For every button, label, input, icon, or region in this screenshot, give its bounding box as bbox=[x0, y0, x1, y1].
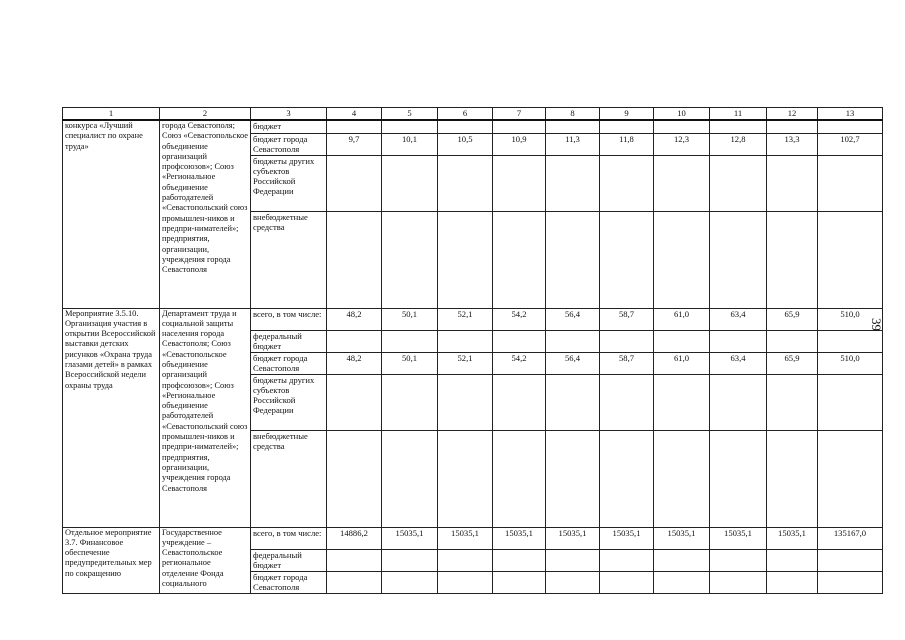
amount-cell bbox=[438, 374, 493, 430]
activity-name-cell: Отдельное мероприятие 3.7. Финансовое обеспечение предупредительных мер по сокращению bbox=[63, 527, 160, 593]
amount-cell: 15035,1 bbox=[654, 527, 710, 549]
amount-cell: 9,7 bbox=[327, 133, 382, 155]
amount-cell bbox=[654, 374, 710, 430]
amount-cell bbox=[710, 155, 767, 211]
amount-cell bbox=[327, 330, 382, 352]
amount-cell bbox=[654, 571, 710, 593]
header-cell: 3 bbox=[251, 108, 327, 121]
amount-cell bbox=[382, 549, 438, 571]
amount-cell: 54,2 bbox=[493, 352, 546, 374]
amount-cell bbox=[546, 330, 600, 352]
amount-cell bbox=[767, 155, 818, 211]
amount-cell bbox=[382, 155, 438, 211]
header-row bbox=[63, 108, 883, 121]
executor-cell: Департамент труда и социальной защиты населения города Севастополя; Союз «Севастопольское объединение организаций профсоюзов»; Союз «Региональное объединение работодателей «Севастопольский союз промышлен-ников и предпри-нимателей»; предприятия, организации, учреждения города Севастополя bbox=[160, 308, 251, 527]
amount-cell: 48,2 bbox=[327, 308, 382, 330]
amount-cell bbox=[327, 571, 382, 593]
header-cell: 12 bbox=[767, 108, 818, 121]
amount-cell bbox=[710, 549, 767, 571]
amount-cell bbox=[546, 571, 600, 593]
activity-name-cell: Мероприятие 3.5.10. Организация участия в открытии Всероссийской выставки детских рисунков «Охрана труда глазами детей» в рамках Всероссийской недели охраны труда bbox=[63, 308, 160, 527]
amount-cell: 11,8 bbox=[600, 133, 654, 155]
amount-cell bbox=[710, 120, 767, 133]
amount-cell: 63,4 bbox=[710, 308, 767, 330]
amount-cell bbox=[438, 571, 493, 593]
header-cell: 9 bbox=[600, 108, 654, 121]
amount-cell bbox=[382, 430, 438, 527]
amount-cell: 52,1 bbox=[438, 308, 493, 330]
amount-cell bbox=[600, 330, 654, 352]
amount-cell bbox=[818, 211, 883, 308]
amount-cell bbox=[438, 155, 493, 211]
amount-cell bbox=[382, 120, 438, 133]
amount-cell: 65,9 bbox=[767, 352, 818, 374]
page-number: 39 bbox=[869, 318, 884, 331]
funding-source-cell: внебюджетные средства bbox=[251, 430, 327, 527]
amount-cell: 15035,1 bbox=[767, 527, 818, 549]
amount-cell bbox=[546, 549, 600, 571]
amount-cell: 10,5 bbox=[438, 133, 493, 155]
amount-cell bbox=[654, 549, 710, 571]
table-row bbox=[63, 527, 883, 549]
funding-source-cell: бюджет города Севастополя bbox=[251, 133, 327, 155]
amount-cell: 12,3 bbox=[654, 133, 710, 155]
amount-cell bbox=[493, 120, 546, 133]
amount-cell bbox=[600, 120, 654, 133]
amount-cell bbox=[767, 330, 818, 352]
amount-cell: 63,4 bbox=[710, 352, 767, 374]
amount-cell bbox=[600, 374, 654, 430]
amount-cell bbox=[710, 571, 767, 593]
amount-cell bbox=[327, 211, 382, 308]
amount-cell: 102,7 bbox=[818, 133, 883, 155]
amount-cell bbox=[710, 211, 767, 308]
activity-name-cell: конкурса «Лучший специалист по охране труда» bbox=[63, 120, 160, 308]
header-cell: 2 bbox=[160, 108, 251, 121]
amount-cell bbox=[546, 211, 600, 308]
amount-cell bbox=[767, 571, 818, 593]
amount-cell: 10,9 bbox=[493, 133, 546, 155]
amount-cell bbox=[654, 120, 710, 133]
amount-cell: 14886,2 bbox=[327, 527, 382, 549]
amount-cell bbox=[818, 330, 883, 352]
funding-source-cell: бюджет bbox=[251, 120, 327, 133]
executor-cell: города Севастополя; Союз «Севастопольское объединение организаций профсоюзов»; Союз «Региональное объединение работодателей «Севастопольский союз промышлен-ников и предпри-нимателей»; предприятия, организации, учреждения города Севастополя bbox=[160, 120, 251, 308]
amount-cell bbox=[438, 120, 493, 133]
header-cell: 7 bbox=[493, 108, 546, 121]
executor-cell: Государственное учреждение – Севастопольское региональное отделение Фонда социального bbox=[160, 527, 251, 593]
amount-cell bbox=[818, 120, 883, 133]
amount-cell: 15035,1 bbox=[382, 527, 438, 549]
amount-cell bbox=[654, 330, 710, 352]
header-cell: 6 bbox=[438, 108, 493, 121]
funding-source-cell: бюджет города Севастополя bbox=[251, 571, 327, 593]
amount-cell: 510,0 bbox=[818, 308, 883, 330]
amount-cell bbox=[546, 374, 600, 430]
amount-cell: 510,0 bbox=[818, 352, 883, 374]
amount-cell bbox=[546, 430, 600, 527]
amount-cell bbox=[767, 549, 818, 571]
amount-cell: 10,1 bbox=[382, 133, 438, 155]
amount-cell bbox=[438, 549, 493, 571]
amount-cell bbox=[654, 211, 710, 308]
amount-cell bbox=[767, 374, 818, 430]
amount-cell: 15035,1 bbox=[493, 527, 546, 549]
funding-source-cell: всего, в том числе: bbox=[251, 308, 327, 330]
amount-cell bbox=[767, 120, 818, 133]
amount-cell bbox=[818, 155, 883, 211]
funding-source-cell: внебюджетные средства bbox=[251, 211, 327, 308]
amount-cell bbox=[767, 211, 818, 308]
amount-cell bbox=[327, 549, 382, 571]
funding-source-cell: федеральный бюджет bbox=[251, 549, 327, 571]
header-cell: 1 bbox=[63, 108, 160, 121]
header-cell: 4 bbox=[327, 108, 382, 121]
amount-cell: 52,1 bbox=[438, 352, 493, 374]
amount-cell bbox=[818, 430, 883, 527]
amount-cell bbox=[382, 571, 438, 593]
amount-cell: 135167,0 bbox=[818, 527, 883, 549]
amount-cell bbox=[327, 120, 382, 133]
amount-cell: 65,9 bbox=[767, 308, 818, 330]
amount-cell bbox=[493, 549, 546, 571]
amount-cell bbox=[710, 374, 767, 430]
header-cell: 8 bbox=[546, 108, 600, 121]
header-cell: 13 bbox=[818, 108, 883, 121]
amount-cell bbox=[382, 330, 438, 352]
amount-cell: 50,1 bbox=[382, 308, 438, 330]
amount-cell bbox=[493, 155, 546, 211]
amount-cell: 58,7 bbox=[600, 308, 654, 330]
amount-cell bbox=[327, 374, 382, 430]
amount-cell bbox=[438, 430, 493, 527]
amount-cell: 61,0 bbox=[654, 308, 710, 330]
amount-cell bbox=[767, 430, 818, 527]
amount-cell bbox=[818, 571, 883, 593]
amount-cell bbox=[546, 155, 600, 211]
amount-cell bbox=[654, 155, 710, 211]
amount-cell bbox=[600, 155, 654, 211]
amount-cell bbox=[654, 430, 710, 527]
amount-cell: 15035,1 bbox=[438, 527, 493, 549]
budget-table bbox=[62, 107, 883, 594]
amount-cell bbox=[438, 211, 493, 308]
amount-cell bbox=[327, 430, 382, 527]
amount-cell bbox=[600, 549, 654, 571]
amount-cell: 50,1 bbox=[382, 352, 438, 374]
amount-cell bbox=[546, 120, 600, 133]
amount-cell: 12,8 bbox=[710, 133, 767, 155]
amount-cell bbox=[818, 549, 883, 571]
funding-source-cell: всего, в том числе: bbox=[251, 527, 327, 549]
amount-cell: 48,2 bbox=[327, 352, 382, 374]
table-row bbox=[63, 308, 883, 330]
amount-cell bbox=[818, 374, 883, 430]
amount-cell bbox=[382, 211, 438, 308]
amount-cell bbox=[493, 330, 546, 352]
funding-source-cell: федеральный бюджет bbox=[251, 330, 327, 352]
amount-cell bbox=[493, 374, 546, 430]
funding-source-cell: бюджеты других субъектов Российской Федерации bbox=[251, 374, 327, 430]
amount-cell bbox=[600, 211, 654, 308]
amount-cell bbox=[493, 571, 546, 593]
amount-cell: 58,7 bbox=[600, 352, 654, 374]
amount-cell: 13,3 bbox=[767, 133, 818, 155]
amount-cell: 11,3 bbox=[546, 133, 600, 155]
amount-cell: 56,4 bbox=[546, 308, 600, 330]
header-cell: 5 bbox=[382, 108, 438, 121]
amount-cell bbox=[382, 374, 438, 430]
amount-cell bbox=[600, 571, 654, 593]
funding-source-cell: бюджеты других субъектов Российской Федерации bbox=[251, 155, 327, 211]
amount-cell bbox=[493, 211, 546, 308]
amount-cell bbox=[710, 330, 767, 352]
amount-cell: 54,2 bbox=[493, 308, 546, 330]
amount-cell bbox=[600, 430, 654, 527]
amount-cell bbox=[493, 430, 546, 527]
amount-cell: 56,4 bbox=[546, 352, 600, 374]
header-cell: 10 bbox=[654, 108, 710, 121]
funding-source-cell: бюджет города Севастополя bbox=[251, 352, 327, 374]
header-cell: 11 bbox=[710, 108, 767, 121]
amount-cell: 61,0 bbox=[654, 352, 710, 374]
amount-cell bbox=[438, 330, 493, 352]
amount-cell: 15035,1 bbox=[710, 527, 767, 549]
amount-cell bbox=[710, 430, 767, 527]
table-row bbox=[63, 120, 883, 133]
amount-cell: 15035,1 bbox=[600, 527, 654, 549]
amount-cell bbox=[327, 155, 382, 211]
amount-cell: 15035,1 bbox=[546, 527, 600, 549]
